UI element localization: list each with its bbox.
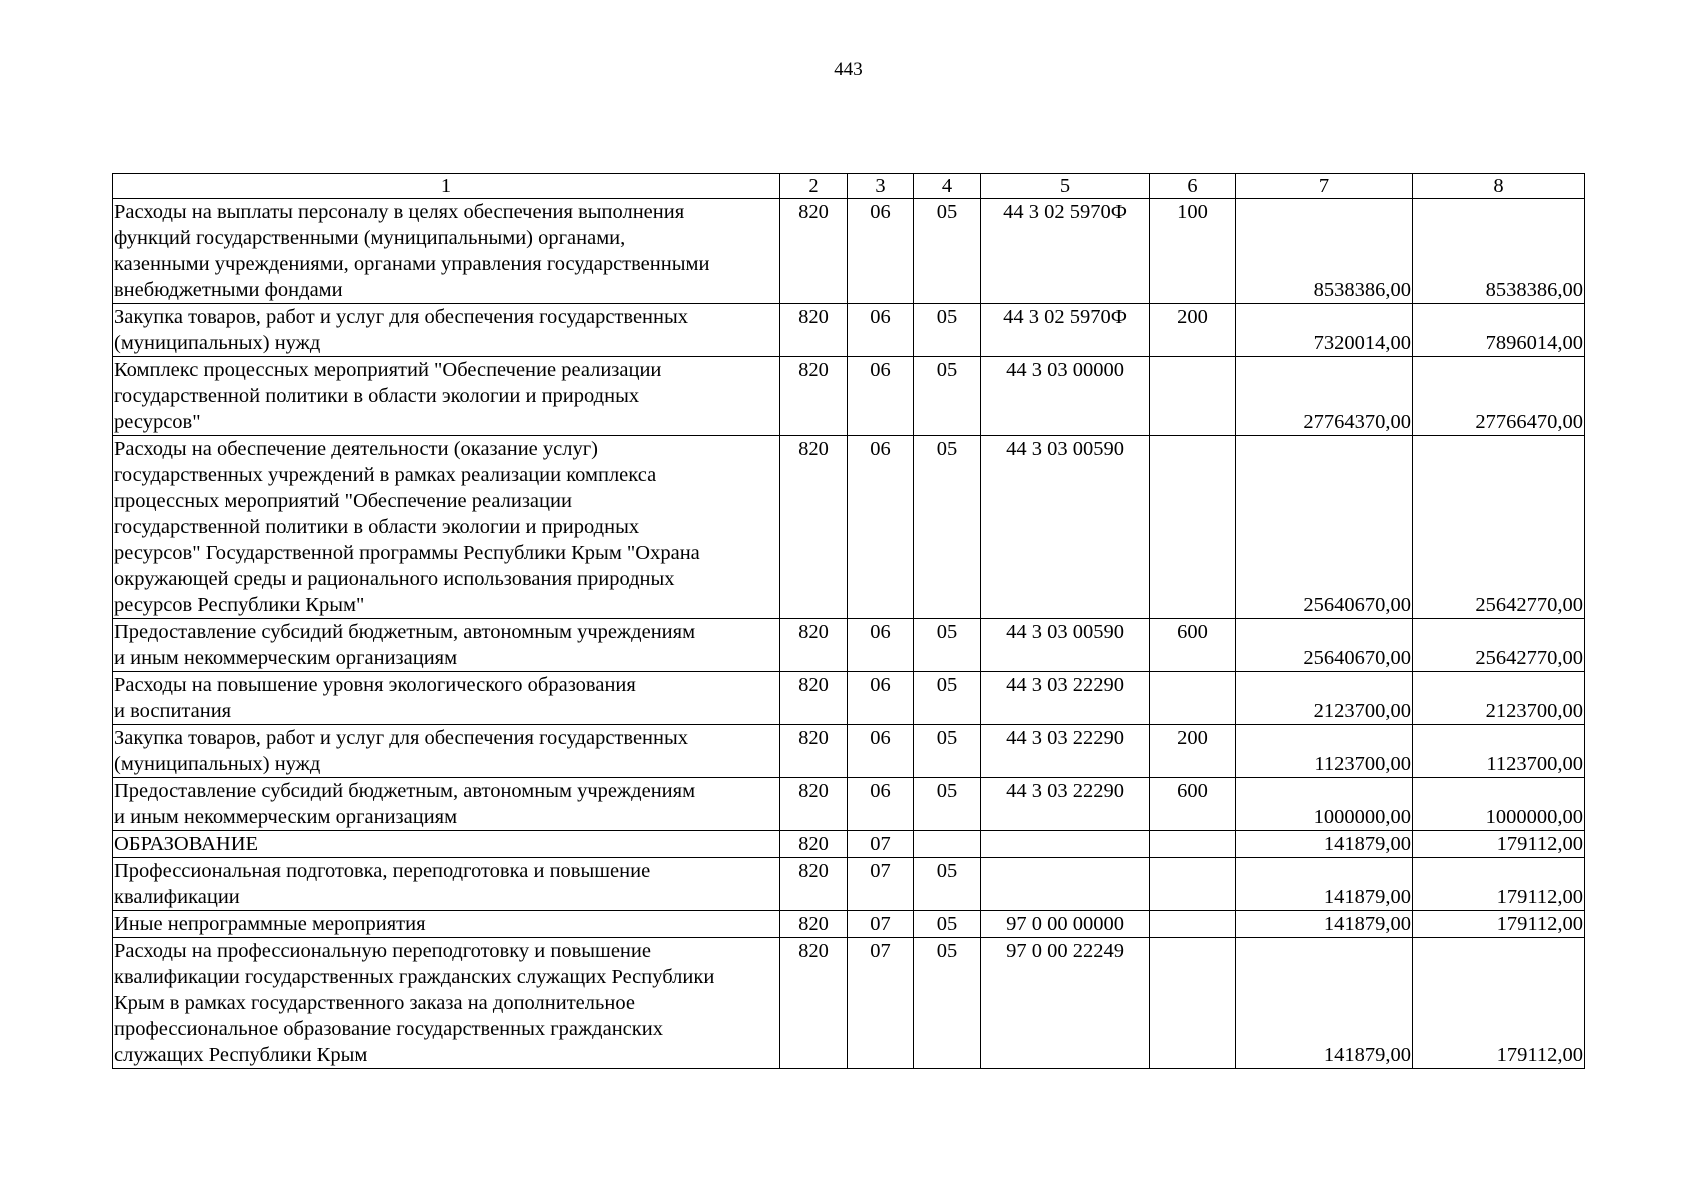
expense-name-line: Иные непрограммные мероприятия bbox=[114, 913, 426, 935]
expense-name-line: Расходы на профессиональную переподготовку и повышение bbox=[114, 940, 651, 962]
expense-name-cell bbox=[113, 357, 780, 436]
amount-col8-cell: 25642770,00 bbox=[1413, 619, 1585, 672]
amount-col8-cell: 25642770,00 bbox=[1413, 436, 1585, 619]
expense-name-line: Профессиональная подготовка, переподготовка и повышение bbox=[114, 860, 651, 882]
header-cell-7: 7 bbox=[1236, 174, 1413, 199]
expense-name-line: ресурсов" bbox=[114, 411, 201, 433]
table-row bbox=[113, 436, 1585, 619]
subsection-cell: 05 bbox=[914, 304, 981, 357]
amount-col8-cell: 8538386,00 bbox=[1413, 199, 1585, 304]
section-cell: 06 bbox=[848, 436, 914, 619]
amount-col7-cell: 141879,00 bbox=[1236, 911, 1413, 938]
expense-name-line: квалификации государственных гражданских служащих Республики bbox=[114, 966, 715, 988]
ved-code-cell: 820 bbox=[780, 199, 848, 304]
ved-code-cell: 820 bbox=[780, 831, 848, 858]
subsection-cell: 05 bbox=[914, 357, 981, 436]
expense-name-line: государственной политики в области экологии и природных bbox=[114, 516, 640, 538]
amount-col8-cell: 179112,00 bbox=[1413, 858, 1585, 911]
expense-name-cell bbox=[113, 938, 780, 1069]
expense-type-cell bbox=[1150, 858, 1236, 911]
section-cell: 07 bbox=[848, 858, 914, 911]
section-cell: 06 bbox=[848, 199, 914, 304]
expense-type-cell: 600 bbox=[1150, 619, 1236, 672]
expense-name-cell bbox=[113, 619, 780, 672]
table-row bbox=[113, 357, 1585, 436]
target-article-cell: 44 3 03 22290 bbox=[981, 725, 1150, 778]
subsection-cell: 05 bbox=[914, 778, 981, 831]
amount-col7-cell: 27764370,00 bbox=[1236, 357, 1413, 436]
expense-type-cell bbox=[1150, 938, 1236, 1069]
ved-code-cell: 820 bbox=[780, 304, 848, 357]
expense-name-line: Предоставление субсидий бюджетным, автономным учреждениям bbox=[114, 621, 696, 643]
amount-col8-cell: 1123700,00 bbox=[1413, 725, 1585, 778]
subsection-cell: 05 bbox=[914, 436, 981, 619]
amount-col8-cell: 27766470,00 bbox=[1413, 357, 1585, 436]
amount-col8-cell: 2123700,00 bbox=[1413, 672, 1585, 725]
table-row bbox=[113, 938, 1585, 1069]
expense-name-cell bbox=[113, 672, 780, 725]
table-row bbox=[113, 672, 1585, 725]
amount-col7-cell: 7320014,00 bbox=[1236, 304, 1413, 357]
target-article-cell: 44 3 03 22290 bbox=[981, 778, 1150, 831]
subsection-cell: 05 bbox=[914, 199, 981, 304]
target-article-cell: 44 3 03 00000 bbox=[981, 357, 1150, 436]
amount-col8-cell: 179112,00 bbox=[1413, 938, 1585, 1069]
expense-name-cell bbox=[113, 858, 780, 911]
subsection-cell: 05 bbox=[914, 911, 981, 938]
subsection-cell: 05 bbox=[914, 938, 981, 1069]
ved-code-cell: 820 bbox=[780, 858, 848, 911]
expense-name-line: Закупка товаров, работ и услуг для обеспечения государственных bbox=[114, 727, 689, 749]
table-row bbox=[113, 911, 1585, 938]
expense-name-line: служащих Республики Крым bbox=[114, 1044, 368, 1066]
expense-name-line: Расходы на повышение уровня экологического образования bbox=[114, 674, 636, 696]
target-article-cell bbox=[981, 831, 1150, 858]
section-cell: 06 bbox=[848, 619, 914, 672]
section-cell: 06 bbox=[848, 357, 914, 436]
target-article-cell bbox=[981, 858, 1150, 911]
target-article-cell: 44 3 02 5970Ф bbox=[981, 304, 1150, 357]
expense-name-line: ОБРАЗОВАНИЕ bbox=[114, 833, 259, 855]
amount-col7-cell: 141879,00 bbox=[1236, 938, 1413, 1069]
expense-type-cell: 200 bbox=[1150, 725, 1236, 778]
expense-name-line: Крым в рамках государственного заказа на дополнительное bbox=[114, 992, 635, 1014]
target-article-cell: 44 3 03 22290 bbox=[981, 672, 1150, 725]
target-article-cell: 97 0 00 00000 bbox=[981, 911, 1150, 938]
budget-table bbox=[112, 173, 1585, 1069]
header-cell-2: 2 bbox=[780, 174, 848, 199]
amount-col7-cell: 141879,00 bbox=[1236, 858, 1413, 911]
expense-name-line: процессных мероприятий "Обеспечение реализации bbox=[114, 490, 572, 512]
section-cell: 06 bbox=[848, 725, 914, 778]
amount-col7-cell: 1000000,00 bbox=[1236, 778, 1413, 831]
expense-name-line: ресурсов" Государственной программы Республики Крым "Охрана bbox=[114, 542, 700, 564]
expense-name-cell bbox=[113, 199, 780, 304]
expense-type-cell bbox=[1150, 672, 1236, 725]
expense-name-line: казенными учреждениями, органами управления государственными bbox=[114, 253, 710, 275]
amount-col7-cell: 141879,00 bbox=[1236, 831, 1413, 858]
target-article-cell: 44 3 03 00590 bbox=[981, 436, 1150, 619]
table-row bbox=[113, 199, 1585, 304]
expense-name-line: (муниципальных) нужд bbox=[114, 332, 321, 354]
header-cell-4: 4 bbox=[914, 174, 981, 199]
page-number: 443 bbox=[834, 59, 863, 80]
amount-col8-cell: 179112,00 bbox=[1413, 831, 1585, 858]
section-cell: 06 bbox=[848, 778, 914, 831]
ved-code-cell: 820 bbox=[780, 778, 848, 831]
expense-name-cell bbox=[113, 778, 780, 831]
header-cell-1: 1 bbox=[113, 174, 780, 199]
expense-name-line: Расходы на выплаты персоналу в целях обеспечения выполнения bbox=[114, 201, 685, 223]
header-cell-6: 6 bbox=[1150, 174, 1236, 199]
ved-code-cell: 820 bbox=[780, 436, 848, 619]
expense-type-cell bbox=[1150, 911, 1236, 938]
table-body bbox=[113, 174, 1585, 1069]
section-cell: 07 bbox=[848, 911, 914, 938]
table-row bbox=[113, 778, 1585, 831]
expense-name-line: государственных учреждений в рамках реализации комплекса bbox=[114, 464, 657, 486]
amount-col7-cell: 25640670,00 bbox=[1236, 619, 1413, 672]
subsection-cell: 05 bbox=[914, 725, 981, 778]
expense-type-cell bbox=[1150, 357, 1236, 436]
table-row bbox=[113, 831, 1585, 858]
expense-name-cell bbox=[113, 304, 780, 357]
expense-name-line: окружающей среды и рационального использования природных bbox=[114, 568, 675, 590]
expense-name-line: ресурсов Республики Крым" bbox=[114, 594, 365, 616]
expense-name-line: и иным некоммерческим организациям bbox=[114, 647, 458, 669]
amount-col7-cell: 2123700,00 bbox=[1236, 672, 1413, 725]
header-row bbox=[113, 174, 1585, 199]
expense-name-line: внебюджетными фондами bbox=[114, 279, 343, 301]
expense-type-cell: 600 bbox=[1150, 778, 1236, 831]
expense-name-line: Комплекс процессных мероприятий "Обеспечение реализации bbox=[114, 359, 662, 381]
header-cell-5: 5 bbox=[981, 174, 1150, 199]
amount-col7-cell: 8538386,00 bbox=[1236, 199, 1413, 304]
ved-code-cell: 820 bbox=[780, 357, 848, 436]
amount-col8-cell: 179112,00 bbox=[1413, 911, 1585, 938]
subsection-cell: 05 bbox=[914, 672, 981, 725]
section-cell: 07 bbox=[848, 938, 914, 1069]
expense-name-line: и воспитания bbox=[114, 700, 232, 722]
target-article-cell: 97 0 00 22249 bbox=[981, 938, 1150, 1069]
subsection-cell: 05 bbox=[914, 858, 981, 911]
ved-code-cell: 820 bbox=[780, 911, 848, 938]
expense-name-cell bbox=[113, 436, 780, 619]
table-row bbox=[113, 858, 1585, 911]
subsection-cell: 05 bbox=[914, 619, 981, 672]
expense-type-cell: 100 bbox=[1150, 199, 1236, 304]
ved-code-cell: 820 bbox=[780, 619, 848, 672]
ved-code-cell: 820 bbox=[780, 672, 848, 725]
expense-type-cell bbox=[1150, 436, 1236, 619]
expense-name-cell bbox=[113, 725, 780, 778]
expense-name-line: профессиональное образование государственных гражданских bbox=[114, 1018, 663, 1040]
target-article-cell: 44 3 03 00590 bbox=[981, 619, 1150, 672]
table-row bbox=[113, 725, 1585, 778]
subsection-cell bbox=[914, 831, 981, 858]
expense-type-cell bbox=[1150, 831, 1236, 858]
ved-code-cell: 820 bbox=[780, 725, 848, 778]
amount-col7-cell: 1123700,00 bbox=[1236, 725, 1413, 778]
expense-name-line: (муниципальных) нужд bbox=[114, 753, 321, 775]
section-cell: 06 bbox=[848, 304, 914, 357]
header-cell-8: 8 bbox=[1413, 174, 1585, 199]
section-cell: 06 bbox=[848, 672, 914, 725]
section-cell: 07 bbox=[848, 831, 914, 858]
expense-name-line: Расходы на обеспечение деятельности (оказание услуг) bbox=[114, 438, 598, 460]
amount-col7-cell: 25640670,00 bbox=[1236, 436, 1413, 619]
header-cell-3: 3 bbox=[848, 174, 914, 199]
target-article-cell: 44 3 02 5970Ф bbox=[981, 199, 1150, 304]
expense-name-line: государственной политики в области экологии и природных bbox=[114, 385, 640, 407]
expense-name-cell bbox=[113, 911, 780, 938]
expense-name-line: Закупка товаров, работ и услуг для обеспечения государственных bbox=[114, 306, 689, 328]
expense-name-line: функций государственными (муниципальными) органами, bbox=[114, 227, 626, 249]
expense-name-line: Предоставление субсидий бюджетным, автономным учреждениям bbox=[114, 780, 696, 802]
ved-code-cell: 820 bbox=[780, 938, 848, 1069]
expense-type-cell: 200 bbox=[1150, 304, 1236, 357]
amount-col8-cell: 7896014,00 bbox=[1413, 304, 1585, 357]
amount-col8-cell: 1000000,00 bbox=[1413, 778, 1585, 831]
expense-name-cell bbox=[113, 831, 780, 858]
table-row bbox=[113, 304, 1585, 357]
table-row bbox=[113, 619, 1585, 672]
expense-name-line: и иным некоммерческим организациям bbox=[114, 806, 458, 828]
expense-name-line: квалификации bbox=[114, 886, 240, 908]
